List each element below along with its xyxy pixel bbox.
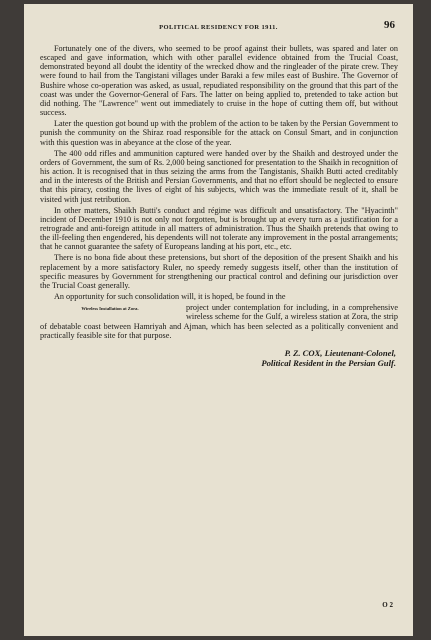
footer-mark: O 2 bbox=[382, 601, 393, 609]
paragraph-2: Later the question got bound up with the problem of the action to be taken by the Persian Government to punish the community on the Shiraz road responsible for the attack on Consul Smart, and in conjunction with this question was in abeyance at the close of the year. bbox=[40, 119, 398, 147]
paragraph-5: There is no bona fide about these pretensions, but short of the deposition of the present Shaikh and his replacement by a more satisfactory Ruler, no speedy remedy suggests itself, other than the institution of specific measures by Government for strengthening our practical control and defining our jurisdiction over the Trucial Coast generally. bbox=[40, 253, 398, 290]
signature-block bbox=[40, 348, 398, 369]
running-title: POLITICAL RESIDENCY FOR 1911. bbox=[159, 24, 278, 31]
paragraph-1: Fortunately one of the divers, who seemed to be proof against their bullets, was spared and later on escaped and gave information, which with other parallel evidence obtained from the Trucial Coast, demonstrated beyond all doubt the identity of the wrecked dhow and the ringleader of the pirate crew. They were found to hail from the Tangistani villages under Baraki a few miles east of Bushire. The Governor of Bushire whose co-operation was asked, as usual, repudiated responsibility on the ground that this part of the coast was under the Governor-General of Fars. The latter on being applied to, pretended to take action but did nothing. The "Lawrence" went out immediately to cruise in the hope of cutting them off, but without success. bbox=[40, 44, 398, 118]
paragraph-4: In other matters, Shaikh Butti's conduct and régime was difficult and unsatisfactory. The "Hyacinth" incident of December 1910 is not only not forgotten, but is brought up at every turn as a justification for a retrograde and anti-foreign attitude in all matters of administration. Thus the Shaikh pretends that owing to the ill-feeling then engendered, his dependents will not tolerate any improvement in the postal arrangements; that he cannot guarantee the safety of Europeans landing at his port, etc., etc. bbox=[40, 205, 398, 252]
paragraph-3: The 400 odd rifles and ammunition captured were handed over by the Shaikh and destroyed under the orders of Government, the sum of Rs. 2,000 being sanctioned for presentation to the Shaikh in recognition of his action. It is recognised that in thus seizing the arms from the Tangistanis, Shaikh Butti acted creditably and in the interests of the British and Persian Governments, and that no effort should be neglected to ensure that this piracy, costing the lives of eight of his subjects, which was the immediate result of it, shall be visited with just retribution. bbox=[40, 148, 398, 204]
document-body bbox=[40, 44, 398, 369]
paragraph-7 bbox=[40, 303, 398, 340]
page-number: 96 bbox=[384, 19, 395, 31]
marginal-note: Wireless Installation at Zora. bbox=[81, 306, 139, 312]
document-page bbox=[24, 4, 413, 636]
paragraph-6: An opportunity for such consolidation will, it is hoped, be found in the bbox=[54, 292, 286, 302]
paragraph-7-text: project under contemplation for including, in a comprehensive wireless scheme for the Gulf, a wireless station at Zora, the strip of debatable coast between Hamriyah and Ajman, which has been selected as a politically convenient and practically feasible site for that purpose. bbox=[40, 303, 398, 340]
signature-name: P. Z. COX, Lieutenant-Colonel, bbox=[284, 347, 396, 358]
signature-title: Political Resident in the Persian Gulf. bbox=[261, 358, 396, 369]
